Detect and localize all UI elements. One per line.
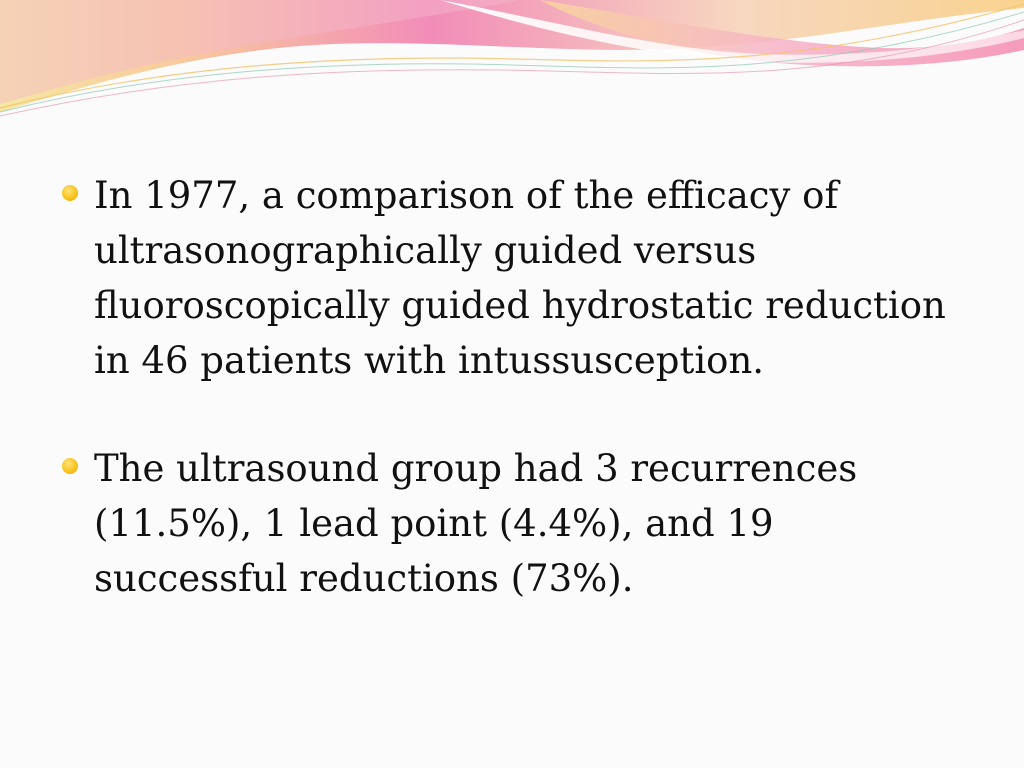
bullet-item xyxy=(62,441,962,606)
bullet-text: In 1977, a comparison of the efficacy of ultrasonographically guided versus fluoroscopically guided hydrostatic reduction in 46 patients with intussusception. xyxy=(94,174,946,382)
bullet-dot-icon xyxy=(62,185,78,201)
bullet-item xyxy=(62,168,962,388)
bullet-list xyxy=(62,168,962,606)
decorative-header-wave xyxy=(0,0,1024,130)
bullet-text: The ultrasound group had 3 recurrences (11.5%), 1 lead point (4.4%), and 19 successful reductions (73%). xyxy=(94,447,858,600)
bullet-dot-icon xyxy=(62,458,78,474)
